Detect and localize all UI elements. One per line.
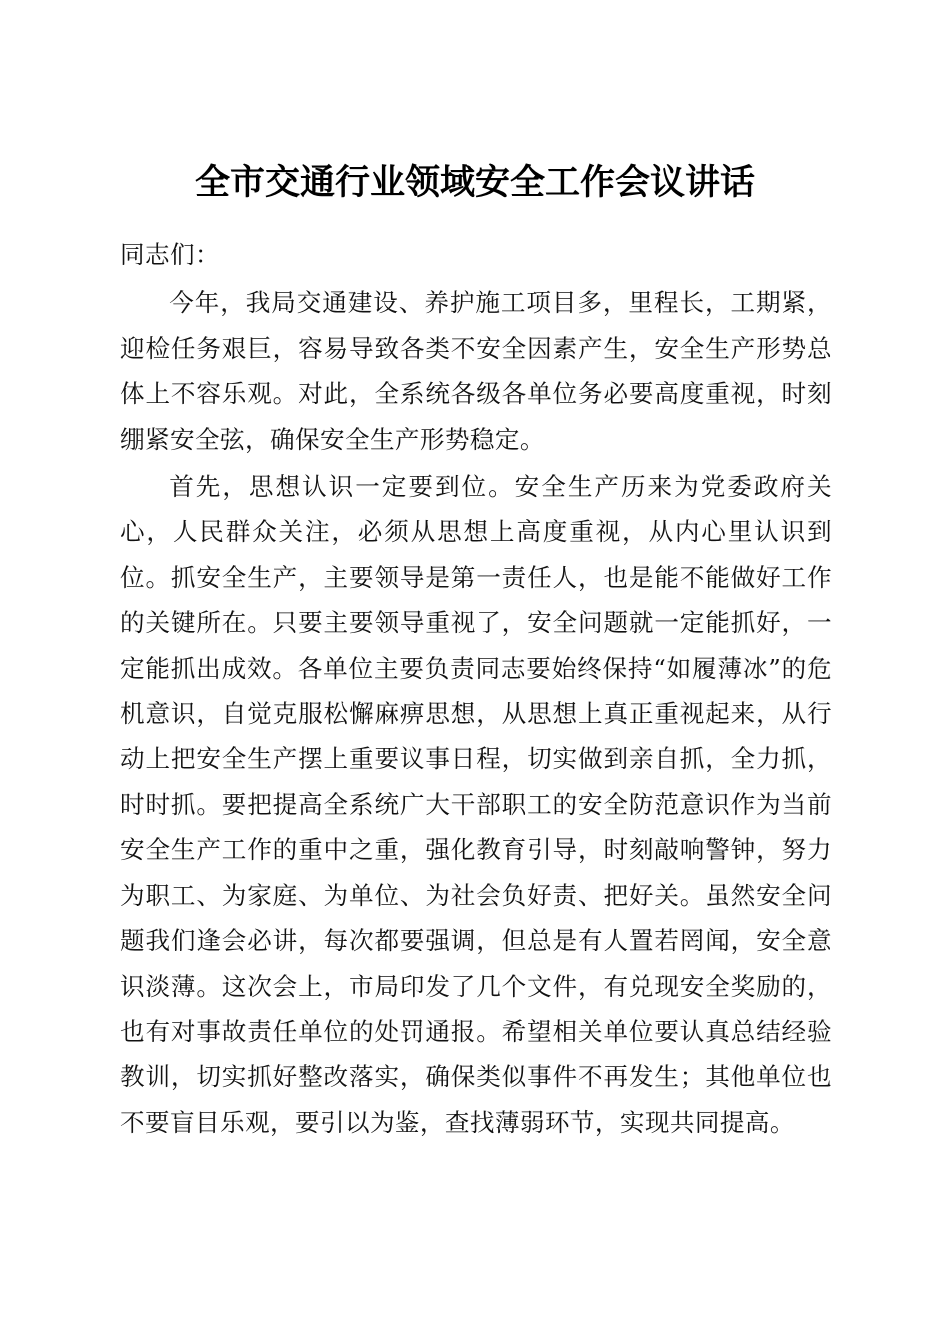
paragraph-2: 首先，思想认识一定要到位。安全生产历来为党委政府关心，人民群众关注，必须从思想上高度重视，从内心里认识到位。抓安全生产，主要领导是第一责任人，也是能不能做好工作的关键所在。只要主要领导重视了，安全问题就一定能抓好，一定能抓出成效。各单位主要负责同志要始终保持“如履薄冰”的危机意识，自觉克服松懈麻痹思想，从思想上真正重视起来，从行动上把安全生产摆上重要议事日程，切实做到亲自抓，全力抓，时时抓。要把提高全系统广大干部职工的安全防范意识作为当前安全生产工作的重中之重，强化教育引导，时刻敲响警钟，努力为职工、为家庭、为单位、为社会负好责、把好关。虽然安全问题我们逢会必讲，每次都要强调，但总是有人置若罔闻，安全意识淡薄。这次会上，市局印发了几个文件，有兑现安全奖励的，也有对事故责任单位的处罚通报。希望相关单位要认真总结经验教训，切实抓好整改落实，确保类似事件不再发生；其他单位也不要盲目乐观，要引以为鉴，查找薄弱环节，实现共同提高。: [120, 472, 832, 1137]
document-title: 全市交通行业领域安全工作会议讲话: [194, 162, 755, 204]
salutation: 同志们：: [120, 240, 220, 269]
paragraph-1: 今年，我局交通建设、养护施工项目多，里程长，工期紧，迎检任务艰巨，容易导致各类不安全因素产生，安全生产形势总体上不容乐观。对此，全系统各级各单位务必要高度重视，时刻绷紧安全弦，确保安全生产形势稳定。: [120, 288, 832, 454]
document-body: [120, 232, 832, 1145]
